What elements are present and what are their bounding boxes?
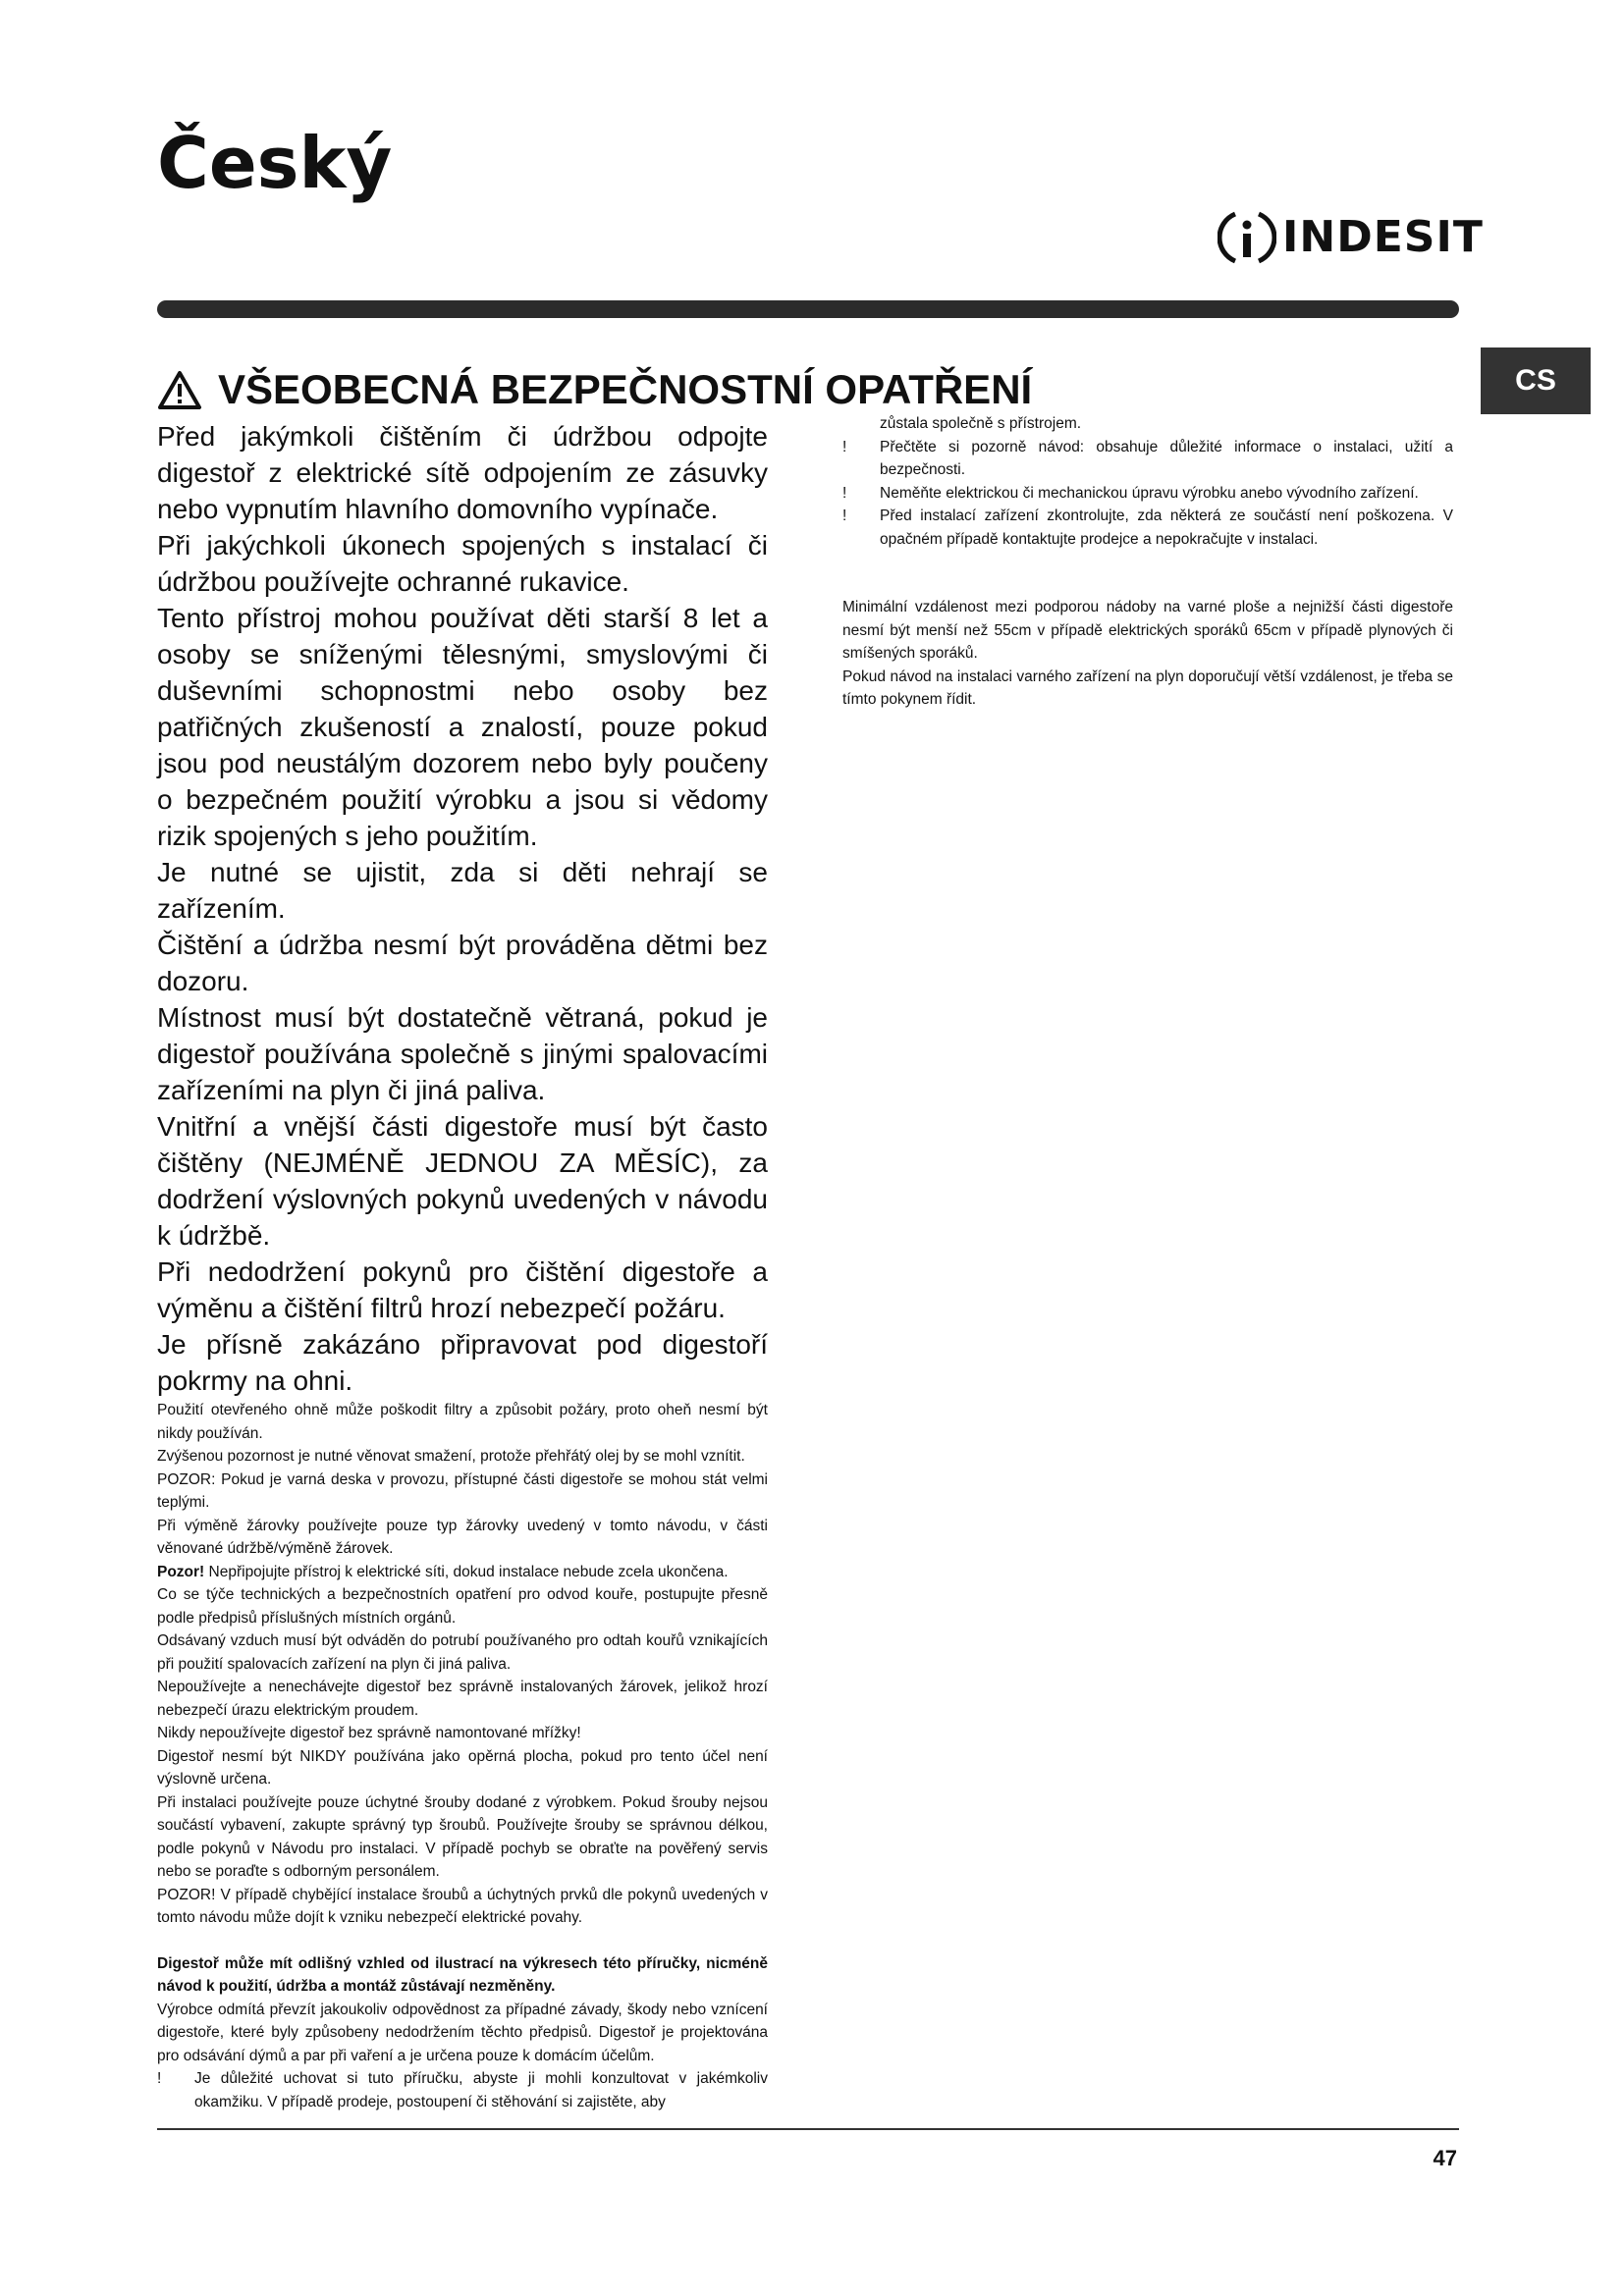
bullet-mark: ! — [157, 2070, 162, 2087]
paragraph-open-flame: Použití otevřeného ohně může poškodit filtry a způsobit požáry, proto oheň nesmí být nikdy používán. — [157, 1402, 768, 1442]
paragraph-frying: Zvýšenou pozornost je nutné věnovat smažení, protože přehřátý olej by se mohl vznítit. — [157, 1448, 745, 1465]
paragraph-screws: Při instalaci používejte pouze úchytné šrouby dodané z výrobkem. Pokud šrouby nejsou součástí vybavení, zakupte správný typ šroubů. Používejte šrouby se správnou délkou, podle pokynů v Návodu pro instalaci. V případě pochyb se obraťte na pověřený servis nebo se poraďte s odborným personálem. — [157, 1793, 768, 1880]
bullet-no-modification — [842, 482, 1453, 506]
bullet-mark: ! — [842, 507, 847, 524]
right-column — [842, 412, 1453, 712]
paragraph-grille: Nikdy nepoužívejte digestoř bez správně namontované mřížky! — [157, 1725, 581, 1741]
bullet-text: Přečtěte si pozorně návod: obsahuje důležité informace o instalaci, užití a bezpečnosti. — [880, 438, 1453, 478]
paragraph-bulbs-installed: Nepoužívejte a nenechávejte digestoř bez správně instalovaných žárovek, jelikož hrozí nebezpečí úrazu elektrickým proudem. — [157, 1679, 768, 1719]
indesit-logo-icon — [1218, 208, 1276, 267]
appearance-notice: Digestoř může mít odlišný vzhled od ilustrací na výkresech této příručky, nicméně návod k použití, údržba a montáž zůstávají nezměněny. — [157, 1954, 768, 1995]
paragraph-flambe: Je přísně zakázáno připravovat pod digestoří pokrmy na ohni. — [157, 1329, 768, 1396]
paragraph-cleaning-children: Čištění a údržba nesmí být prováděna dětmi bez dozoru. — [157, 930, 768, 996]
pozor-label: Pozor! — [157, 1563, 205, 1580]
section-title: VŠEOBECNÁ BEZPEČNOSTNÍ OPATŘENÍ — [218, 366, 1033, 412]
section-heading — [157, 365, 1032, 414]
bullet-check-damage — [842, 505, 1453, 551]
warning-icon — [157, 369, 202, 410]
paragraph-min-distance: Minimální vzdálenost mezi podporou nádoby na varné ploše a nejnižší části digestoře nesmí být menší než 55cm v případě elektrických sporáků 65cm v případě plynových či smíšených sporáků. — [842, 599, 1453, 662]
left-column — [157, 418, 768, 2113]
paragraph-exhaust-air: Odsávaný vzduch musí být odváděn do potrubí používaného pro odtah kouřů vznikajících při použití spalovacích zařízení na plyn či jiná paliva. — [157, 1632, 768, 1673]
paragraph-greater-distance: Pokud návod na instalaci varného zařízení na plyn doporučují větší vzdálenost, je třeba se tímto pokynem řídit. — [842, 667, 1453, 708]
language-title: Český — [157, 122, 393, 204]
paragraph-smoke-regulations: Co se týče technických a bezpečnostních opatření pro odvod kouře, postupujte přesně podle předpisů příslušných místních orgánů. — [157, 1586, 768, 1627]
bullet-mark: ! — [842, 438, 847, 455]
bullet-keep-manual — [157, 2067, 768, 2113]
paragraph-children-use: Tento přístroj mohou používat děti starší 8 let a osoby se sníženými tělesnými, smyslovými či duševními schopnostmi nebo osoby bez patřičných zkušeností a znalostí, pouze pokud jsou pod neustálým dozorem nebo byly poučeny o bezpečném použití výrobku a jsou si vědomy rizik spojených s jeho použitím. — [157, 603, 768, 851]
paragraph-cleaning-frequency: Vnitřní a vnější části digestoře musí být často čištěny (NEJMÉNĚ JEDNOU ZA MĚSÍC), za dodržení výslovných pokynů uvedených v návodu k údržbě. — [157, 1111, 768, 1251]
brand-name: INDESIT — [1282, 212, 1484, 262]
bullet-text: Neměňte elektrickou či mechanickou úpravu výrobku anebo vývodního zařízení. — [880, 484, 1419, 502]
header-divider — [157, 300, 1459, 318]
paragraph-support-surface: Digestoř nesmí být NIKDY používána jako opěrná plocha, pokud pro tento účel není výslovně určena. — [157, 1747, 768, 1788]
manufacturer-disclaimer: Výrobce odmítá převzít jakoukoliv odpovědnost za případné závady, škody nebo vznícení digestoře, které byly způsobeny nedodržením těchto předpisů. Digestoř je projektována pro odsávání dýmů a par při vaření a je určena pouze k domácím účelům. — [157, 2001, 768, 2064]
bullet-mark: ! — [842, 484, 847, 502]
bullet-text: Před instalací zařízení zkontrolujte, zda některá ze součástí není poškozena. V opačném případě kontaktujte prodejce a nepokračujte v instalaci. — [880, 507, 1453, 548]
paragraph-children-play: Je nutné se ujistit, zda si děti nehrají se zařízením. — [157, 857, 768, 924]
indesit-logo — [1218, 208, 1484, 267]
paragraph-pozor — [157, 1561, 768, 1584]
language-badge: CS — [1481, 347, 1591, 414]
paragraph-ventilation: Místnost musí být dostatečně větraná, pokud je digestoř používána společně s jinými spalovacími zařízeními na plyn či jiná paliva. — [157, 1002, 768, 1105]
bullet-text: Je důležité uchovat si tuto příručku, abyste ji mohli konzultovat v jakémkoliv okamžiku. V případě prodeje, postoupení či stěhování si zajistěte, aby — [194, 2070, 768, 2110]
paragraph-fire-risk: Při nedodržení pokynů pro čištění digestoře a výměnu a čištění filtrů hrozí nebezpečí požáru. — [157, 1256, 768, 1323]
page-number: 47 — [1433, 2146, 1457, 2170]
paragraph-electrical-hazard: POZOR! V případě chybějící instalace šroubů a úchytných prvků dle pokynů uvedených v tomto návodu může dojít k vzniku nebezpečí elektrické povahy. — [157, 1886, 768, 1926]
paragraph-gloves: Při jakýchkoli úkonech spojených s instalací či údržbou používejte ochranné rukavice. — [157, 530, 768, 597]
bullet-read-manual — [842, 436, 1453, 482]
paragraph-disconnect: Před jakýmkoli čištěním či údržbou odpojte digestoř z elektrické sítě odpojením ze zásuvky nebo vypnutím hlavního domovního vypínače. — [157, 421, 768, 524]
footer-divider — [157, 2128, 1459, 2130]
pozor-text: Nepřipojujte přístroj k elektrické síti, dokud instalace nebude zcela ukončena. — [204, 1563, 729, 1580]
paragraph-hot-parts: POZOR: Pokud je varná deska v provozu, přístupné části digestoře se mohou stát velmi teplými. — [157, 1470, 768, 1511]
continuation-line: zůstala společně s přístrojem. — [880, 415, 1082, 432]
paragraph-bulb: Při výměně žárovky používejte pouze typ žárovky uvedený v tomto návodu, v části věnované údržbě/výměně žárovek. — [157, 1517, 768, 1557]
